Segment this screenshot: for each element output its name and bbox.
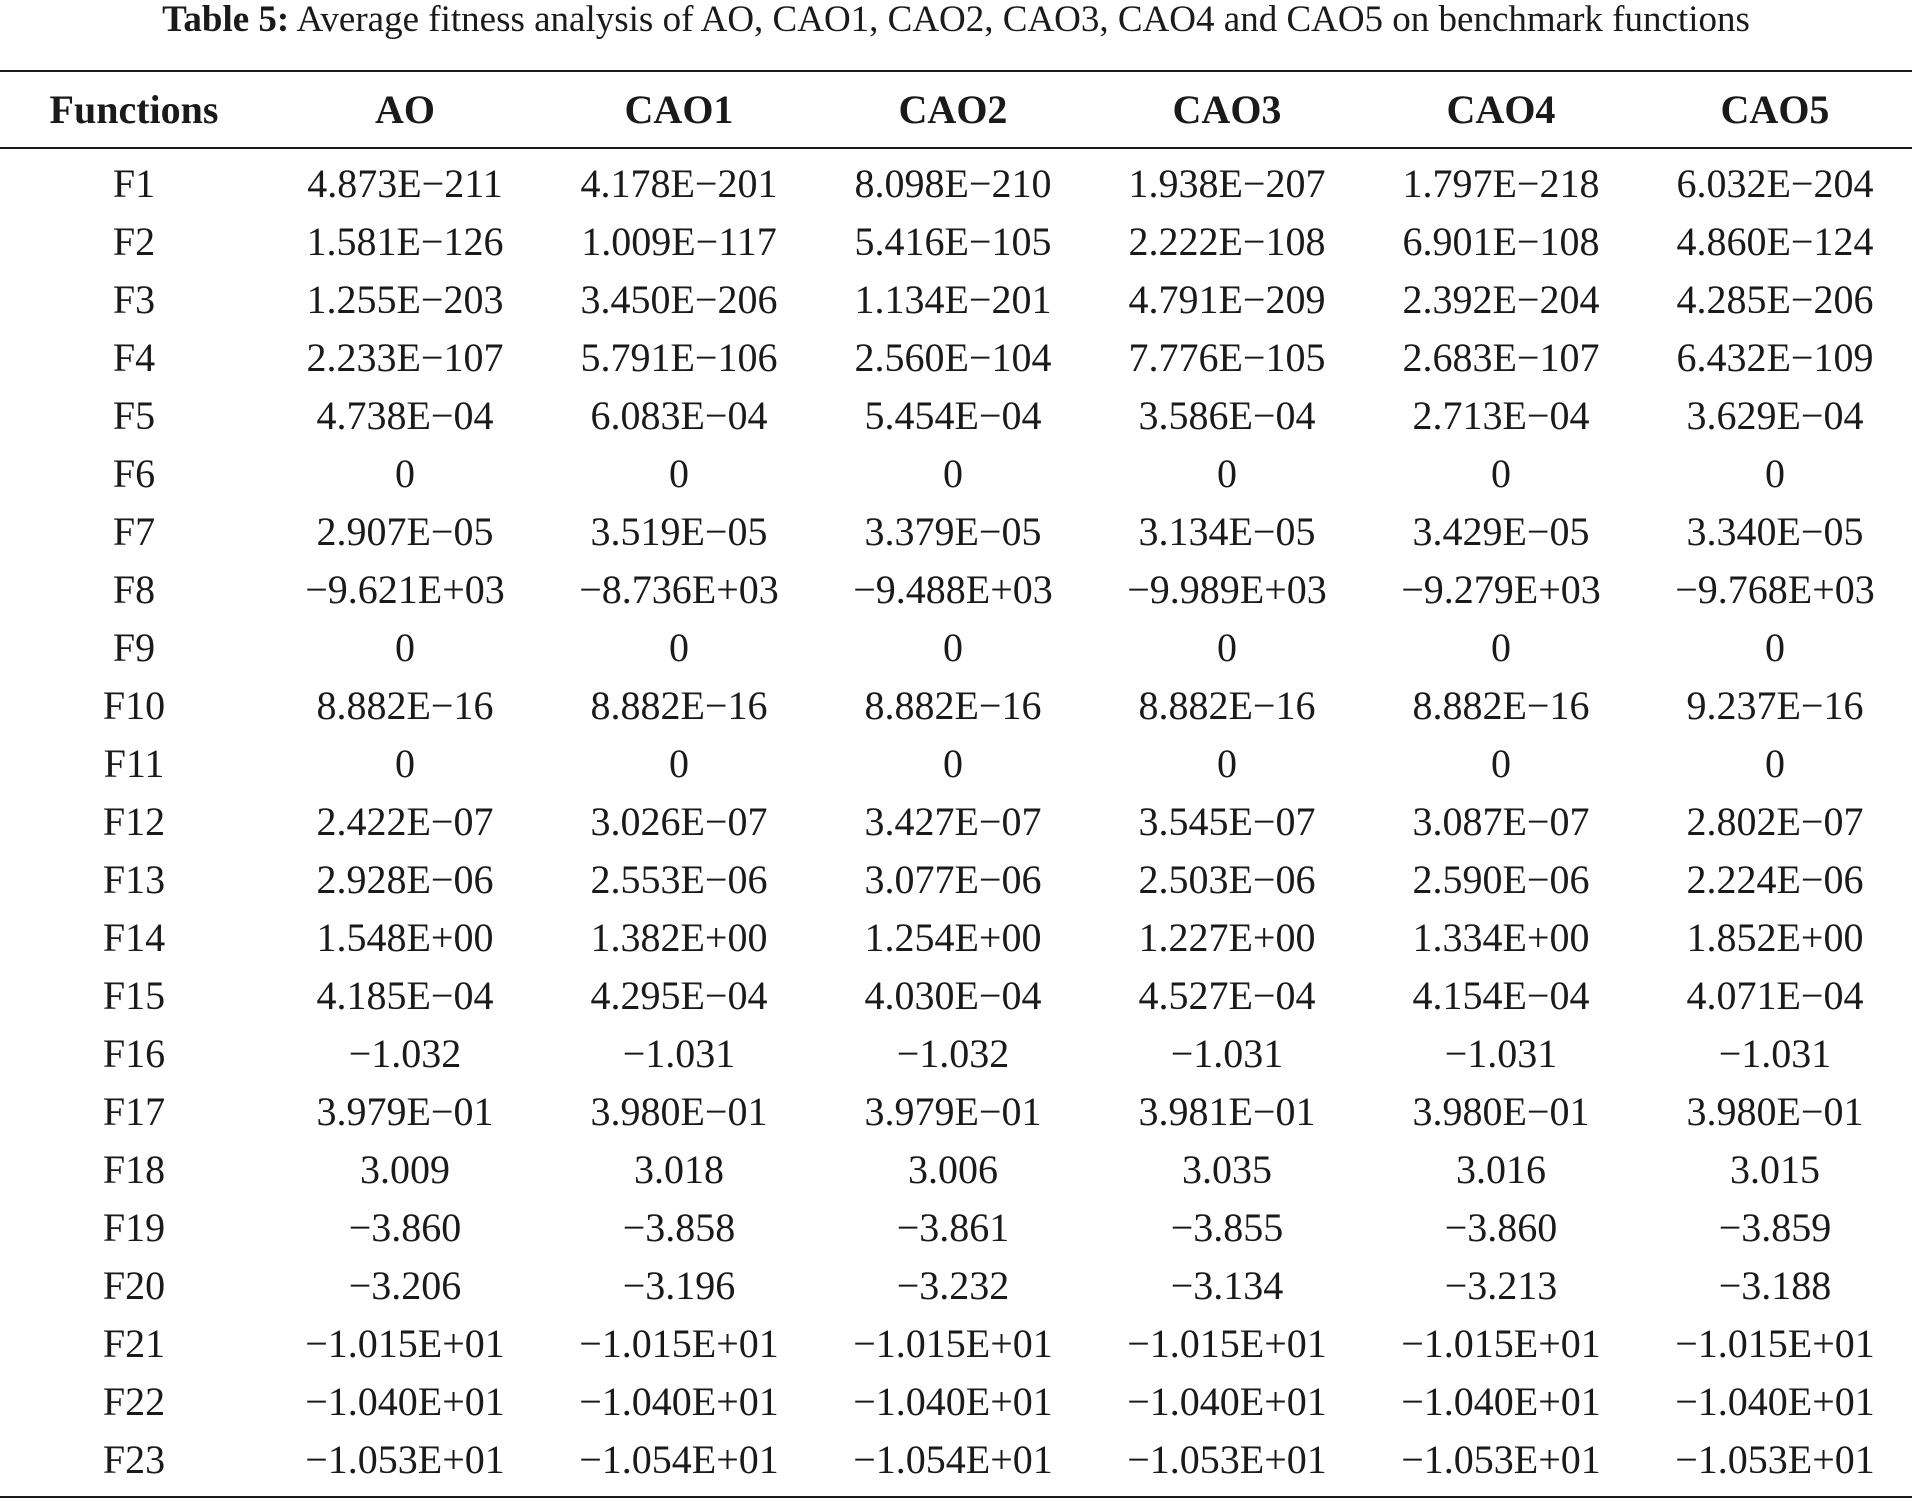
cell-cao1: −1.040E+01 (579, 1378, 779, 1424)
cell-cao5: −1.015E+01 (1675, 1320, 1875, 1366)
cell-cao3: −1.031 (1170, 1030, 1284, 1076)
cell-cao2: 3.427E−07 (864, 798, 1042, 844)
cell-ao: 8.882E−16 (316, 682, 494, 728)
fitness-table (0, 72, 1912, 1488)
cell-function: F8 (112, 566, 156, 612)
cell-cao3: 0 (1217, 624, 1237, 670)
cell-cao1: 0 (669, 450, 689, 496)
cell-cao1: 0 (669, 624, 689, 670)
cell-ao: −9.621E+03 (305, 566, 505, 612)
table-row (0, 734, 1912, 792)
cell-cao1: 3.018 (634, 1146, 724, 1192)
table-row (0, 1140, 1912, 1198)
table-row (0, 850, 1912, 908)
cell-function: F19 (102, 1204, 166, 1250)
cell-cao5: 4.285E−206 (1676, 276, 1874, 322)
cell-cao5: 4.071E−04 (1686, 972, 1864, 1018)
cell-cao2: −9.488E+03 (853, 566, 1053, 612)
cell-cao4: 2.713E−04 (1412, 392, 1590, 438)
cell-cao1: 5.791E−106 (580, 334, 778, 380)
cell-function: F13 (102, 856, 166, 902)
cell-ao: −1.015E+01 (305, 1320, 505, 1366)
cell-function: F11 (103, 740, 165, 786)
cell-cao3: 3.586E−04 (1138, 392, 1316, 438)
cell-ao: 1.548E+00 (316, 914, 494, 960)
cell-cao4: −3.213 (1444, 1262, 1558, 1308)
cell-cao5: −1.053E+01 (1675, 1436, 1875, 1482)
cell-ao: 2.422E−07 (316, 798, 494, 844)
cell-function: F1 (112, 160, 156, 206)
cell-function: F15 (102, 972, 166, 1018)
table-row (0, 328, 1912, 386)
cell-cao4: −9.279E+03 (1401, 566, 1601, 612)
cell-cao2: −1.040E+01 (853, 1378, 1053, 1424)
cell-cao1: 8.882E−16 (590, 682, 768, 728)
cell-cao3: 3.545E−07 (1138, 798, 1316, 844)
cell-cao5: −9.768E+03 (1675, 566, 1875, 612)
cell-cao2: 0 (943, 450, 963, 496)
cell-ao: −3.206 (348, 1262, 462, 1308)
table-row (0, 560, 1912, 618)
cell-function: F2 (112, 218, 156, 264)
table-caption (0, 0, 1912, 44)
cell-cao5: 3.340E−05 (1686, 508, 1864, 554)
cell-cao3: 0 (1217, 740, 1237, 786)
cell-cao1: −3.858 (622, 1204, 736, 1250)
cell-cao4: 0 (1491, 740, 1511, 786)
cell-cao3: −3.855 (1170, 1204, 1284, 1250)
cell-ao: 1.255E−203 (306, 276, 504, 322)
header-ao: AO (375, 87, 435, 132)
cell-cao5: 3.980E−01 (1686, 1088, 1864, 1134)
header-cao5: CAO5 (1720, 87, 1830, 132)
cell-ao: 3.009 (360, 1146, 450, 1192)
cell-cao4: −1.053E+01 (1401, 1436, 1601, 1482)
header-cao1: CAO1 (624, 87, 734, 132)
cell-cao4: 2.590E−06 (1412, 856, 1590, 902)
cell-ao: 2.233E−107 (306, 334, 504, 380)
header-cao3: CAO3 (1172, 87, 1282, 132)
cell-cao5: 3.629E−04 (1686, 392, 1864, 438)
cell-cao3: −1.053E+01 (1127, 1436, 1327, 1482)
cell-cao4: −1.040E+01 (1401, 1378, 1601, 1424)
cell-cao5: 4.860E−124 (1676, 218, 1874, 264)
cell-ao: 3.979E−01 (316, 1088, 494, 1134)
cell-cao3: 3.981E−01 (1138, 1088, 1316, 1134)
table-row (0, 1082, 1912, 1140)
cell-cao2: 5.416E−105 (854, 218, 1052, 264)
cell-function: F9 (112, 624, 156, 670)
table-row (0, 1198, 1912, 1256)
cell-ao: 4.873E−211 (307, 160, 503, 206)
cell-cao2: 8.882E−16 (864, 682, 1042, 728)
cell-ao: 4.738E−04 (316, 392, 494, 438)
cell-ao: 4.185E−04 (316, 972, 494, 1018)
cell-cao1: −1.015E+01 (579, 1320, 779, 1366)
cell-ao: 2.907E−05 (316, 508, 494, 554)
table-row (0, 908, 1912, 966)
cell-cao5: 0 (1765, 450, 1785, 496)
cell-cao1: 0 (669, 740, 689, 786)
cell-ao: 1.581E−126 (306, 218, 504, 264)
cell-function: F20 (102, 1262, 166, 1308)
cell-ao: −1.053E+01 (305, 1436, 505, 1482)
table-row (0, 1256, 1912, 1314)
cell-cao5: 0 (1765, 740, 1785, 786)
cell-cao4: 0 (1491, 450, 1511, 496)
cell-cao3: 7.776E−105 (1128, 334, 1326, 380)
cell-cao3: 2.222E−108 (1128, 218, 1326, 264)
table-row (0, 676, 1912, 734)
cell-function: F18 (102, 1146, 166, 1192)
table-row (0, 154, 1912, 212)
cell-cao2: 3.379E−05 (864, 508, 1042, 554)
header-functions: Functions (49, 87, 219, 132)
cell-cao4: 0 (1491, 624, 1511, 670)
cell-cao5: 6.432E−109 (1676, 334, 1874, 380)
cell-cao1: 3.519E−05 (590, 508, 768, 554)
cell-cao2: 1.254E+00 (864, 914, 1042, 960)
cell-cao3: 0 (1217, 450, 1237, 496)
cell-cao1: 6.083E−04 (590, 392, 768, 438)
cell-cao4: 8.882E−16 (1412, 682, 1590, 728)
cell-function: F3 (112, 276, 156, 322)
cell-function: F6 (112, 450, 156, 496)
cell-function: F22 (102, 1378, 166, 1424)
cell-cao2: −1.054E+01 (853, 1436, 1053, 1482)
cell-cao1: 1.009E−117 (581, 218, 777, 264)
cell-cao4: −1.031 (1444, 1030, 1558, 1076)
cell-cao2: 3.077E−06 (864, 856, 1042, 902)
cell-cao5: 0 (1765, 624, 1785, 670)
cell-function: F7 (112, 508, 156, 554)
cell-cao3: −1.040E+01 (1127, 1378, 1327, 1424)
cell-cao5: 1.852E+00 (1686, 914, 1864, 960)
cell-cao5: 2.224E−06 (1686, 856, 1864, 902)
cell-cao1: 3.450E−206 (580, 276, 778, 322)
table-row (0, 386, 1912, 444)
cell-cao1: 1.382E+00 (590, 914, 768, 960)
cell-ao: 0 (395, 450, 415, 496)
cell-cao5: −1.031 (1718, 1030, 1832, 1076)
cell-cao3: 3.035 (1182, 1146, 1272, 1192)
caption-label: Table 5: (162, 0, 290, 40)
cell-function: F16 (102, 1030, 166, 1076)
cell-cao1: 4.178E−201 (580, 160, 778, 206)
cell-cao2: 3.006 (908, 1146, 998, 1192)
cell-cao2: 0 (943, 624, 963, 670)
cell-cao5: 6.032E−204 (1676, 160, 1874, 206)
bottom-rule (0, 1496, 1912, 1498)
cell-cao1: −1.031 (622, 1030, 736, 1076)
cell-cao2: 8.098E−210 (854, 160, 1052, 206)
cell-cao4: 4.154E−04 (1412, 972, 1590, 1018)
cell-function: F23 (102, 1436, 166, 1482)
cell-cao5: 2.802E−07 (1686, 798, 1864, 844)
cell-ao: −1.040E+01 (305, 1378, 505, 1424)
cell-cao4: 3.016 (1456, 1146, 1546, 1192)
header-cao2: CAO2 (898, 87, 1008, 132)
cell-cao2: 4.030E−04 (864, 972, 1042, 1018)
cell-cao2: −3.232 (896, 1262, 1010, 1308)
cell-cao2: 1.134E−201 (854, 276, 1052, 322)
cell-cao2: 5.454E−04 (864, 392, 1042, 438)
table-row (0, 966, 1912, 1024)
cell-cao2: −3.861 (896, 1204, 1010, 1250)
header-cao4: CAO4 (1446, 87, 1556, 132)
cell-cao2: −1.032 (896, 1030, 1010, 1076)
table-body (0, 147, 1912, 1488)
cell-cao5: −3.188 (1718, 1262, 1832, 1308)
cell-cao4: 6.901E−108 (1402, 218, 1600, 264)
cell-cao3: 2.503E−06 (1138, 856, 1316, 902)
cell-cao3: 1.938E−207 (1128, 160, 1326, 206)
cell-function: F12 (102, 798, 166, 844)
cell-function: F21 (102, 1320, 166, 1366)
cell-ao: −3.860 (348, 1204, 462, 1250)
cell-function: F10 (102, 682, 166, 728)
table-row (0, 1430, 1912, 1488)
cell-cao2: 0 (943, 740, 963, 786)
cell-cao2: 2.560E−104 (854, 334, 1052, 380)
cell-cao3: 4.527E−04 (1138, 972, 1316, 1018)
cell-cao3: 4.791E−209 (1128, 276, 1326, 322)
cell-cao1: 3.980E−01 (590, 1088, 768, 1134)
cell-function: F14 (102, 914, 166, 960)
spacer-row (0, 147, 1912, 154)
cell-cao5: 9.237E−16 (1686, 682, 1864, 728)
header-row (0, 72, 1912, 147)
cell-function: F5 (112, 392, 156, 438)
cell-cao4: 2.683E−107 (1402, 334, 1600, 380)
cell-cao3: −3.134 (1170, 1262, 1284, 1308)
cell-cao4: 3.087E−07 (1412, 798, 1590, 844)
cell-cao3: −9.989E+03 (1127, 566, 1327, 612)
table-row (0, 1024, 1912, 1082)
table-row (0, 502, 1912, 560)
cell-ao: 0 (395, 624, 415, 670)
cell-cao4: 2.392E−204 (1402, 276, 1600, 322)
cell-cao3: −1.015E+01 (1127, 1320, 1327, 1366)
cell-cao1: −3.196 (622, 1262, 736, 1308)
table-row (0, 1372, 1912, 1430)
cell-cao1: 3.026E−07 (590, 798, 768, 844)
cell-cao2: −1.015E+01 (853, 1320, 1053, 1366)
cell-cao1: 4.295E−04 (590, 972, 768, 1018)
table-row (0, 212, 1912, 270)
cell-cao4: 1.334E+00 (1412, 914, 1590, 960)
table-row (0, 444, 1912, 502)
cell-cao4: 3.980E−01 (1412, 1088, 1590, 1134)
cell-ao: −1.032 (348, 1030, 462, 1076)
table-row (0, 618, 1912, 676)
cell-ao: 2.928E−06 (316, 856, 494, 902)
cell-cao5: −3.859 (1718, 1204, 1832, 1250)
cell-cao5: −1.040E+01 (1675, 1378, 1875, 1424)
cell-function: F4 (112, 334, 156, 380)
table-row (0, 792, 1912, 850)
cell-ao: 0 (395, 740, 415, 786)
cell-cao4: −3.860 (1444, 1204, 1558, 1250)
cell-cao3: 8.882E−16 (1138, 682, 1316, 728)
cell-cao2: 3.979E−01 (864, 1088, 1042, 1134)
caption-text: Average fitness analysis of AO, CAO1, CAO2, CAO3, CAO4 and CAO5 on benchmark functions (296, 0, 1750, 40)
table-row (0, 270, 1912, 328)
cell-cao5: 3.015 (1730, 1146, 1820, 1192)
cell-cao3: 1.227E+00 (1138, 914, 1316, 960)
cell-cao4: 1.797E−218 (1402, 160, 1600, 206)
cell-cao4: 3.429E−05 (1412, 508, 1590, 554)
table-row (0, 1314, 1912, 1372)
cell-cao4: −1.015E+01 (1401, 1320, 1601, 1366)
cell-cao1: 2.553E−06 (590, 856, 768, 902)
cell-cao1: −1.054E+01 (579, 1436, 779, 1482)
cell-cao3: 3.134E−05 (1138, 508, 1316, 554)
cell-cao1: −8.736E+03 (579, 566, 779, 612)
cell-function: F17 (102, 1088, 166, 1134)
